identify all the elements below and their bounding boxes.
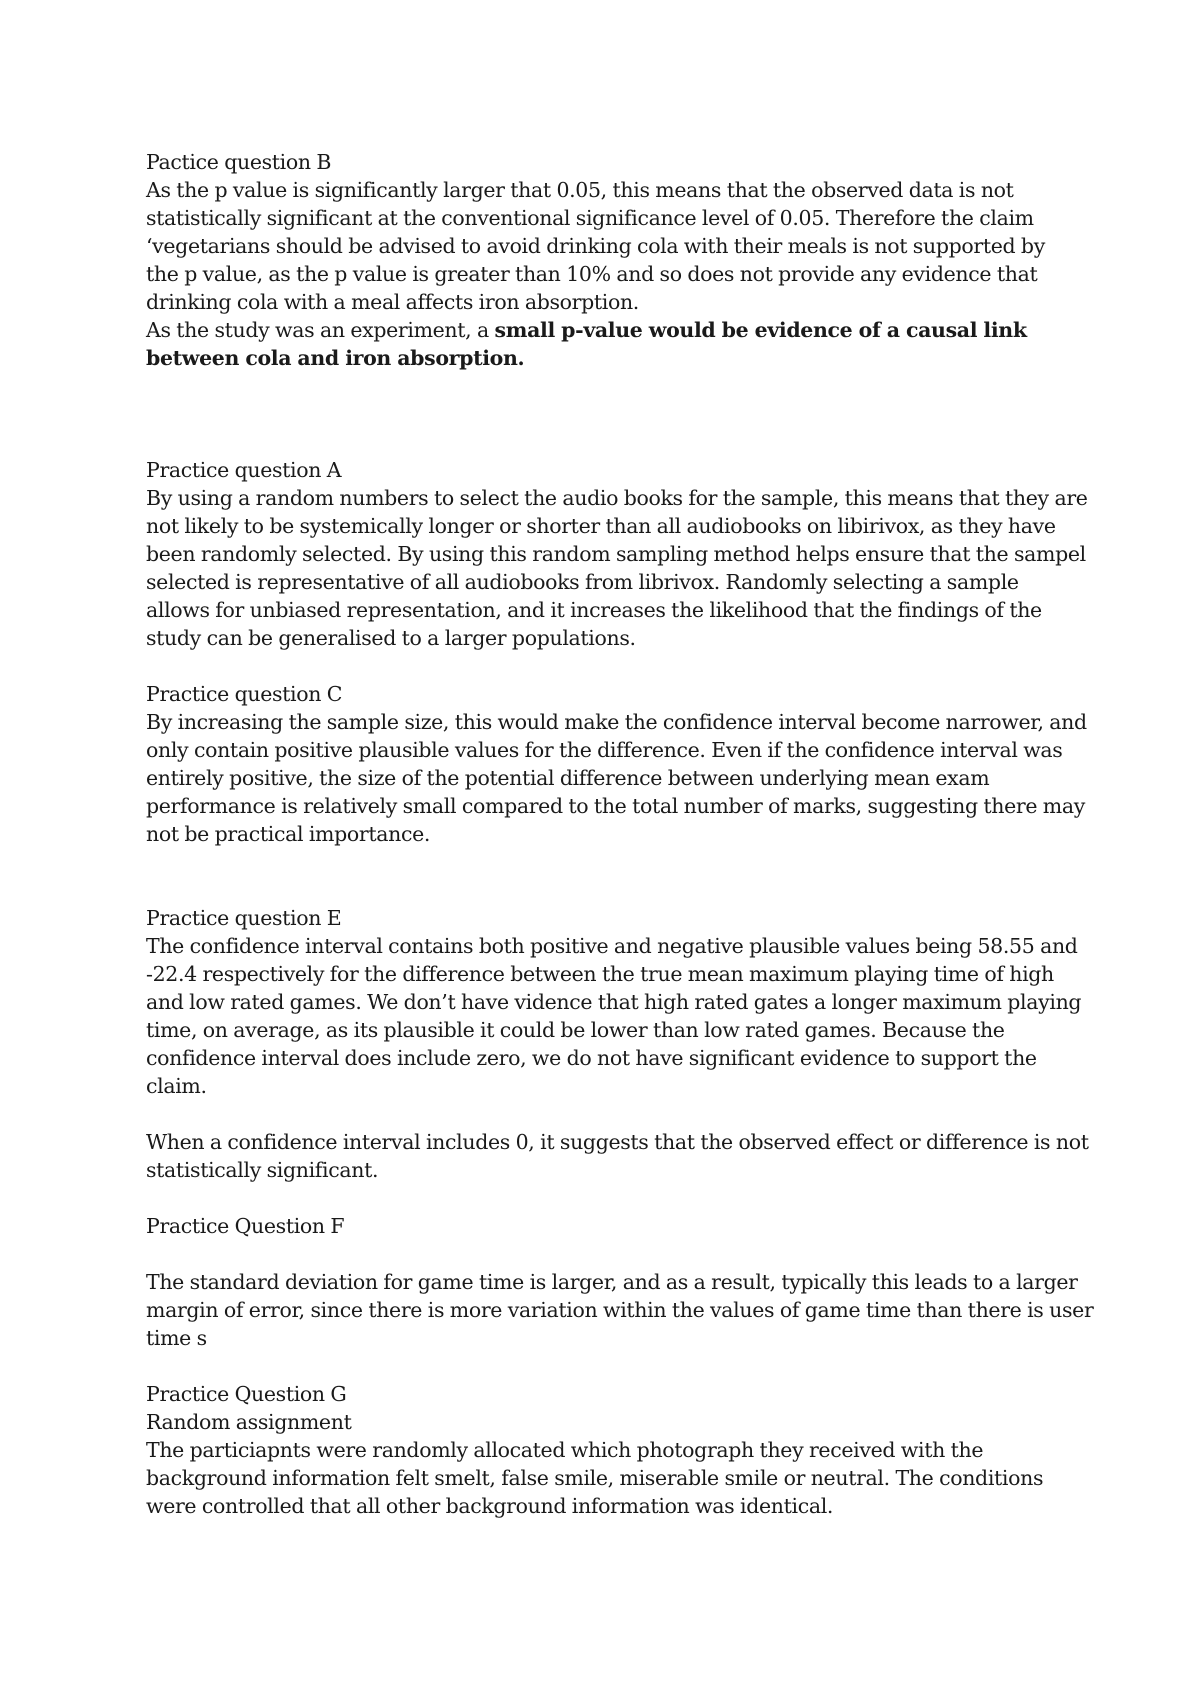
paragraph-line: entirely positive, the size of the potential difference between underlying mean exam <box>146 766 990 790</box>
note-line: statistically significant. <box>146 1158 379 1182</box>
paragraph-line: allows for unbiased representation, and it increases the likelihood that the findings of the <box>146 598 1042 622</box>
normal-text: As the study was an experiment, a <box>146 318 495 342</box>
paragraph-line: claim. <box>146 1074 207 1098</box>
paragraph-line-mixed <box>146 316 1076 344</box>
paragraph-line: The confidence interval contains both positive and negative plausible values being 58.55 and <box>146 934 1078 958</box>
spacer <box>146 1352 1076 1380</box>
section-practice-question-e <box>146 904 1089 1184</box>
paragraph-line: selected is representative of all audiobooks from librivox. Randomly selecting a sample <box>146 570 1019 594</box>
paragraph-line: margin of error, since there is more variation within the values of game time than there is user <box>146 1298 1094 1322</box>
paragraph-line: statistically significant at the conventional significance level of 0.05. Therefore the claim <box>146 206 1034 230</box>
section-practice-question-a <box>146 456 1088 652</box>
paragraph-line: been randomly selected. By using this random sampling method helps ensure that the sampel <box>146 542 1086 566</box>
section-subheading: Random assignment <box>146 1410 352 1434</box>
section-heading: Practice Question G <box>146 1382 347 1406</box>
paragraph-line: The standard deviation for game time is larger, and as a result, typically this leads to a larger <box>146 1270 1078 1294</box>
paragraph-line: The particiapnts were randomly allocated which photograph they received with the <box>146 1438 984 1462</box>
section-heading: Practice question C <box>146 682 343 706</box>
spacer <box>146 428 1076 456</box>
paragraph-line: time s <box>146 1326 207 1350</box>
paragraph-line: -22.4 respectively for the difference between the true mean maximum playing time of high <box>146 962 1054 986</box>
paragraph-line: By using a random numbers to select the audio books for the sample, this means that they are <box>146 486 1088 510</box>
spacer <box>146 848 1076 876</box>
section-practice-question-g <box>146 1380 1076 1520</box>
spacer <box>146 1184 1076 1212</box>
paragraph-line: ‘vegetarians should be advised to avoid drinking cola with their meals is not supported by <box>146 234 1045 258</box>
document-body <box>146 148 1094 1520</box>
section-practice-question-c <box>146 680 1087 848</box>
section-practice-question-f <box>146 1212 1094 1352</box>
paragraph-line: performance is relatively small compared to the total number of marks, suggesting there may <box>146 794 1085 818</box>
bold-text: small p-value would be evidence of a causal link <box>494 318 1027 342</box>
paragraph-line: not be practical importance. <box>146 822 431 846</box>
spacer <box>146 372 1076 400</box>
paragraph-line: drinking cola with a meal affects iron absorption. <box>146 290 639 314</box>
paragraph-line: study can be generalised to a larger populations. <box>146 626 636 650</box>
spacer <box>146 652 1076 680</box>
spacer <box>146 876 1076 904</box>
paragraph-line: background information felt smelt, false smile, miserable smile or neutral. The conditions <box>146 1466 1044 1490</box>
section-heading: Practice question A <box>146 458 342 482</box>
section-heading: Pactice question B <box>146 150 332 174</box>
paragraph-line: not likely to be systemically longer or shorter than all audiobooks on libirivox, as they have <box>146 514 1056 538</box>
paragraph-line: confidence interval does include zero, we do not have significant evidence to support the <box>146 1046 1037 1070</box>
note-line: When a confidence interval includes 0, it suggests that the observed effect or difference is not <box>146 1130 1089 1154</box>
paragraph-line-bold: between cola and iron absorption. <box>146 346 525 370</box>
paragraph-line: only contain positive plausible values for the difference. Even if the confidence interval was <box>146 738 1063 762</box>
section-heading: Practice question E <box>146 906 342 930</box>
section-heading: Practice Question F <box>146 1214 345 1238</box>
paragraph-line: were controlled that all other background information was identical. <box>146 1494 834 1518</box>
spacer <box>146 1240 1076 1268</box>
spacer <box>146 400 1076 428</box>
paragraph-line: By increasing the sample size, this would make the confidence interval become narrower, and <box>146 710 1087 734</box>
paragraph-line: As the p value is significantly larger that 0.05, this means that the observed data is not <box>146 178 1014 202</box>
spacer <box>146 1100 1076 1128</box>
section-practice-question-b <box>146 148 1076 372</box>
paragraph-line: and low rated games. We don’t have vidence that high rated gates a longer maximum playing <box>146 990 1082 1014</box>
paragraph-line: the p value, as the p value is greater than 10% and so does not provide any evidence that <box>146 262 1038 286</box>
paragraph-line: time, on average, as its plausible it could be lower than low rated games. Because the <box>146 1018 1005 1042</box>
